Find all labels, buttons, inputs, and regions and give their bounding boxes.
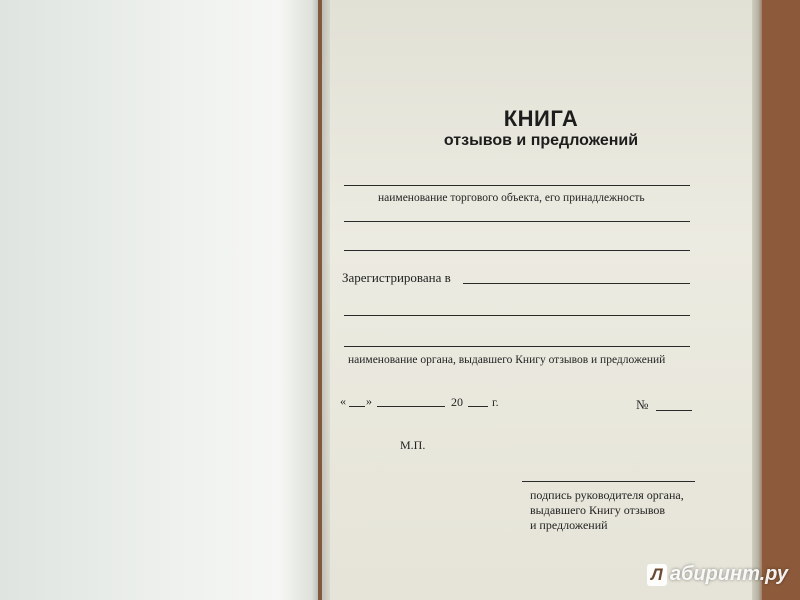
date-close-quote: » [366, 394, 372, 408]
authority-line-2 [344, 346, 690, 347]
registered-line [463, 283, 690, 284]
number-line [656, 410, 692, 411]
date-year-prefix: 20 [451, 395, 463, 409]
date-day-line [349, 406, 365, 407]
stamp-label: М.П. [400, 438, 426, 452]
registered-label: Зарегистрирована в [342, 270, 451, 285]
signature-caption-line-1: подпись руководителя органа, [530, 488, 684, 502]
signature-caption-line-3: и предложений [530, 518, 608, 532]
object-name-line-3 [344, 250, 690, 251]
object-name-line-2 [344, 221, 690, 222]
date-month-line [377, 406, 445, 407]
date-year-line [468, 406, 488, 407]
number-label: № [636, 397, 649, 412]
labirint-watermark [647, 563, 788, 586]
signature-line [522, 481, 695, 482]
page-title: КНИГА [503, 106, 579, 131]
object-name-caption: наименование торгового объекта, его принадлежность [378, 192, 645, 204]
labirint-logo-icon: Л [647, 564, 667, 586]
signature-caption [530, 488, 684, 533]
authority-line-1 [344, 315, 690, 316]
book-gutter [312, 0, 330, 600]
left-blank-page [0, 0, 318, 600]
date-open-quote: « [340, 394, 346, 408]
authority-caption: наименование органа, выдавшего Книгу отзывов и предложений [348, 354, 666, 366]
page-edge [752, 0, 762, 600]
page-subtitle: отзывов и предложений [443, 132, 639, 149]
object-name-line-1 [344, 185, 690, 186]
signature-caption-line-2: выдавшего Книгу отзывов [530, 503, 666, 517]
date-year-suffix: г. [492, 395, 499, 409]
watermark-text: абиринт.ру [669, 563, 788, 585]
